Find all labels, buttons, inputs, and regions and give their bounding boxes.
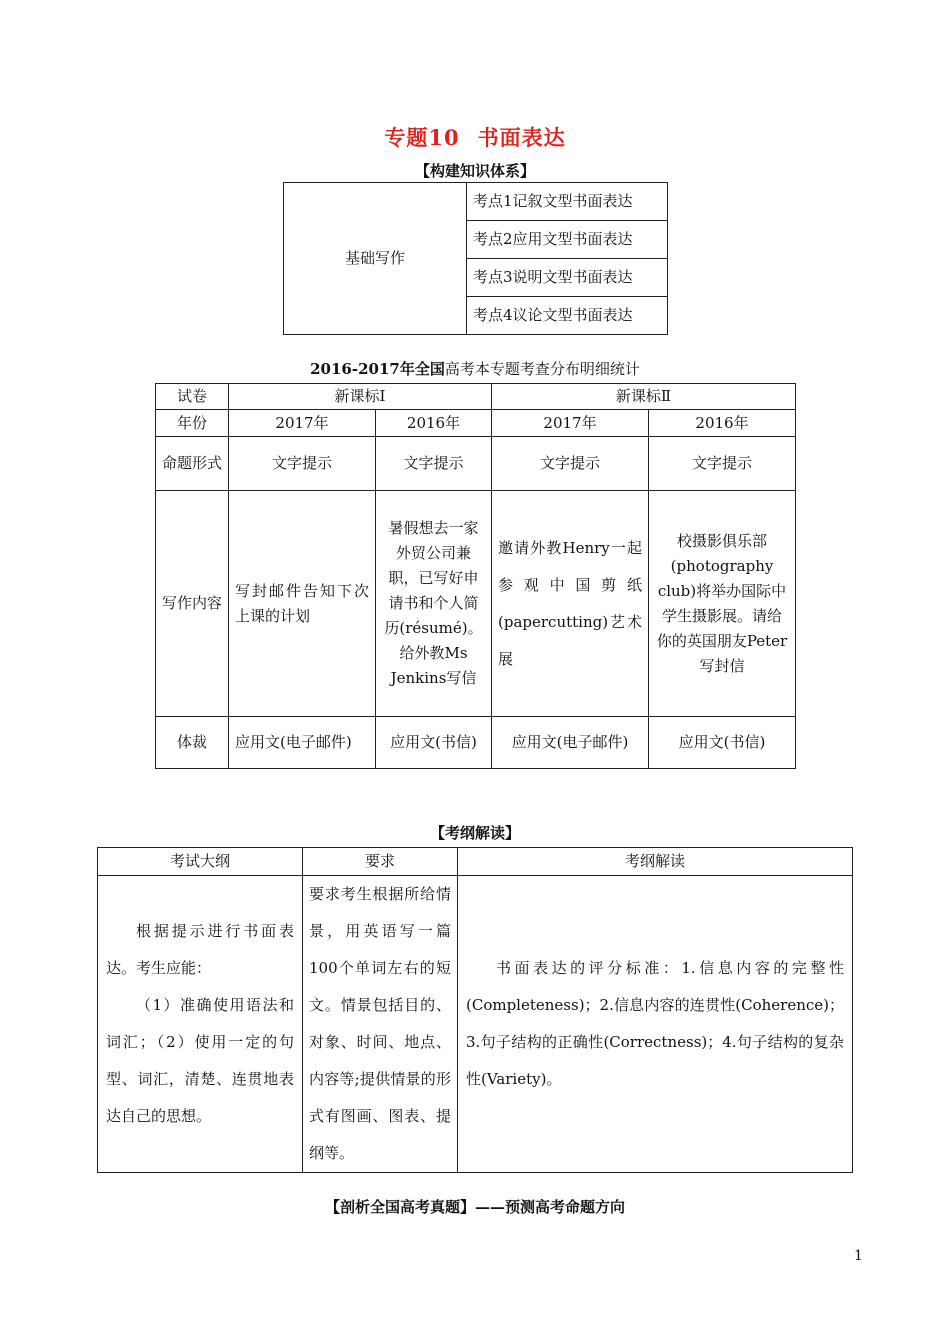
stats-label-year: 年份 — [156, 410, 229, 437]
form-cell: 文字提示 — [649, 437, 796, 491]
outline-header: 考纲解读 — [458, 848, 853, 876]
outline-heading: 【考纲解读】 — [429, 824, 520, 842]
page-number: 1 — [854, 1248, 863, 1264]
syllabus-paragraph: 根据提示进行书面表达。考生应能： — [106, 922, 294, 977]
outline-header: 要求 — [303, 848, 458, 876]
content-cell: 写封邮件告知下次上课的计划 — [229, 491, 376, 717]
knowledge-heading: 【构建知识体系】 — [414, 162, 535, 180]
stats-table — [155, 383, 796, 769]
content-cell: 校摄影俱乐部(photography club)将举办国际中学生摄影展。请给你的英国朋友Peter写封信 — [649, 491, 796, 717]
syllabus-paragraph: （1）准确使用语法和词汇；（2）使用一定的句型、词汇，清楚、连贯地表达自己的思想。 — [106, 996, 294, 1125]
genre-cell: 应用文(电子邮件) — [492, 717, 649, 769]
stats-label-genre: 体裁 — [156, 717, 229, 769]
outline-header: 考试大纲 — [98, 848, 303, 876]
stats-label-paper: 试卷 — [156, 384, 229, 410]
stats-label-content: 写作内容 — [156, 491, 229, 717]
paper-name: 新课标Ⅰ — [229, 384, 492, 410]
genre-cell: 应用文(书信) — [649, 717, 796, 769]
content-cell: 暑假想去一家外贸公司兼职，已写好申请书和个人简历(résumé)。给外教Ms Jenkins写信 — [376, 491, 492, 717]
interpretation-cell: 书面表达的评分标准：1.信息内容的完整性(Completeness)；2.信息内容的连贯性(Coherence)；3.句子结构的正确性(Correctness)；4.句子结构的复杂性(Variety)。 — [458, 876, 853, 1173]
genre-cell: 应用文(书信) — [376, 717, 492, 769]
knowledge-point: 考点2应用文型书面表达 — [467, 221, 668, 259]
page-title — [0, 122, 950, 152]
knowledge-point: 考点3说明文型书面表达 — [467, 259, 668, 297]
outline-table — [97, 847, 853, 1173]
year-cell: 2017年 — [229, 410, 376, 437]
knowledge-point: 考点4议论文型书面表达 — [467, 297, 668, 335]
knowledge-root: 基础写作 — [284, 183, 467, 335]
topic-number: 专题10 — [384, 125, 460, 150]
stats-heading-rest: 高考本专题考查分布明细统计 — [444, 360, 640, 378]
analysis-heading: 【剖析全国高考真题】——预测高考命题方向 — [324, 1198, 625, 1216]
stats-heading-bold: 2016-2017年全国 — [310, 360, 445, 378]
year-cell: 2016年 — [649, 410, 796, 437]
form-cell: 文字提示 — [492, 437, 649, 491]
genre-cell: 应用文(电子邮件) — [229, 717, 376, 769]
paper-name: 新课标Ⅱ — [492, 384, 796, 410]
year-cell: 2016年 — [376, 410, 492, 437]
content-cell: 邀请外教Henry一起参观中国剪纸(papercutting)艺术展 — [492, 491, 649, 717]
stats-label-form: 命题形式 — [156, 437, 229, 491]
year-cell: 2017年 — [492, 410, 649, 437]
stats-heading — [0, 358, 950, 379]
form-cell: 文字提示 — [376, 437, 492, 491]
syllabus-cell — [98, 876, 303, 1173]
form-cell: 文字提示 — [229, 437, 376, 491]
requirement-cell: 要求考生根据所给情景，用英语写一篇100个单词左右的短文。情景包括目的、对象、时间、地点、内容等;提供情景的形式有图画、图表、提纲等。 — [303, 876, 458, 1173]
knowledge-point: 考点1记叙文型书面表达 — [467, 183, 668, 221]
topic-name: 书面表达 — [477, 125, 566, 150]
knowledge-table — [283, 182, 668, 335]
